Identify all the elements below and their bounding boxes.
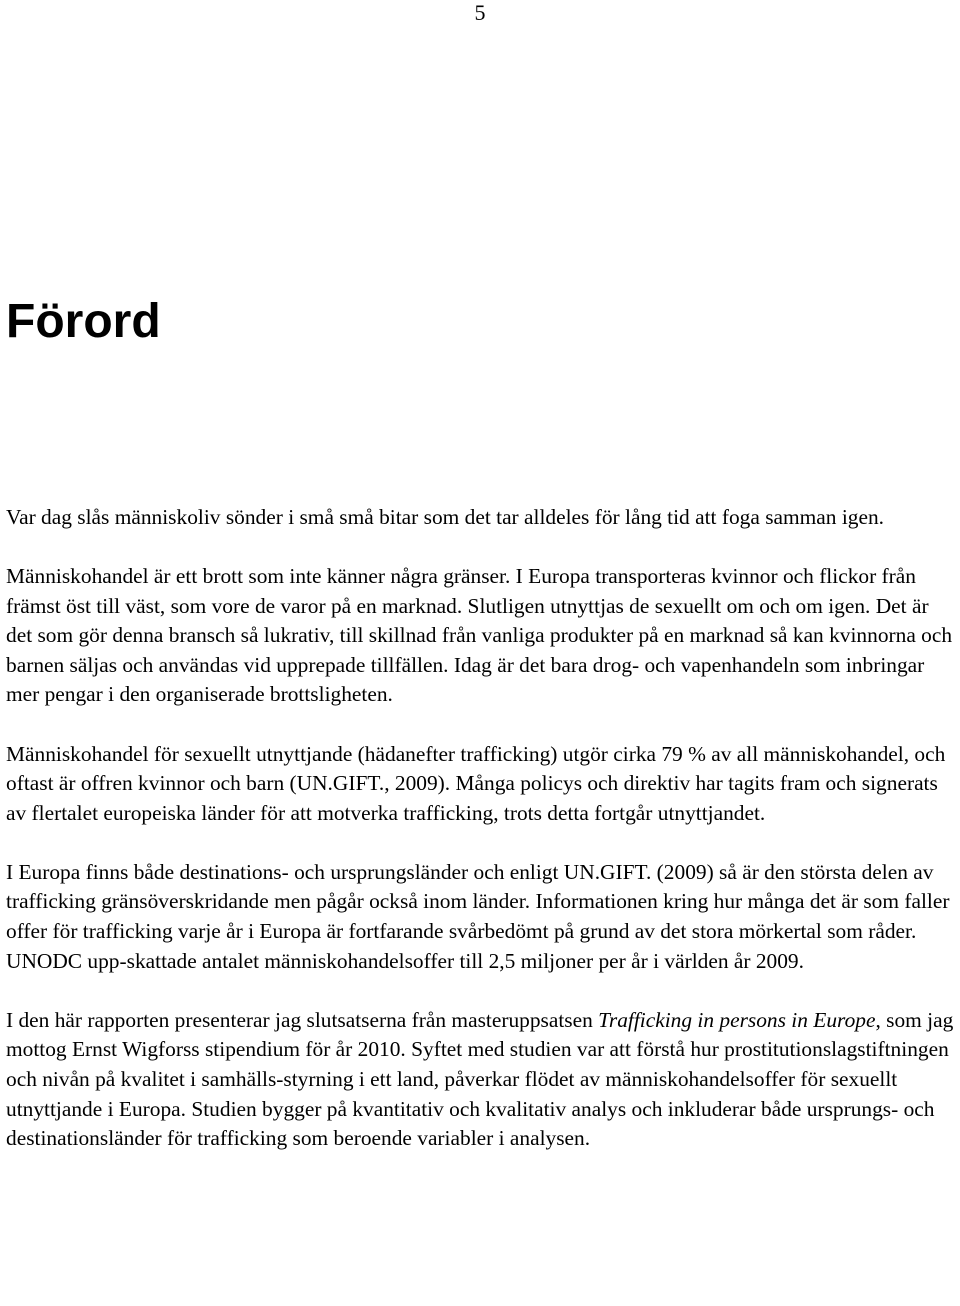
paragraph-3: Människohandel för sexuellt utnyttjande (hädanefter trafficking) utgör cirka 79 % av all människohandel, och oftast är offren kvinnor och barn (UN.GIFT., 2009). Många policys och direktiv har tagits fram och signerats av flertalet europeiska länder för att motverka trafficking, trots detta fortgår utnyttjandet. (6, 741, 946, 825)
page-number: 5 (474, 0, 486, 25)
page-title: Förord (6, 295, 161, 348)
document-body (6, 503, 958, 1183)
paragraph-5 (6, 1006, 958, 1154)
paragraph-4: I Europa finns både destinations- och ursprungsländer och enligt UN.GIFT. (2009) så är den största delen av trafficking gränsöverskridande men pågår också inom länder. Informationen kring hur många det är som faller offer för trafficking varje år i Europa är fortfarande svårbedömt på grund av det stora mörkertal som råder. UNODC upp-skattade antalet människohandelsoffer till 2,5 miljoner per år i världen år 2009. (6, 859, 950, 973)
paragraph-5-text-start: I den här rapporten presenterar jag slutsatserna från masteruppsatsen (6, 1007, 599, 1032)
paragraph-2: Människohandel är ett brott som inte känner några gränser. I Europa transporteras kvinnor och flickor från främst öst till väst, som vore de varor på en marknad. Slutligen utnyttjas de sexuellt om och om igen. Det är det som gör denna bransch så lukrativ, till skillnad från vanliga produkter på en marknad så kan kvinnorna och barnen säljas och användas vid upprepade tillfällen. Idag är det bara drog- och vapenhandeln som inbringar mer pengar i den organiserade brottsligheten. (6, 564, 953, 707)
paragraph-5-text-end: , som jag mottog Ernst Wigforss stipendium för år 2010. Syftet med studien var att förstå hur prostitutionslagstiftningen och nivån på kvalitet i samhälls-styrning i ett land, påverkar flödet av människohandelsoffer för sexuellt utnyttjande i Europa. Studien bygger på kvantitativ och kvalitativ analys och inkluderar både ursprungs- och destinationsländer för trafficking som beroende variabler i analysen. (6, 1007, 954, 1151)
thesis-title: Trafficking in persons in Europe (598, 1007, 876, 1032)
paragraph-1: Var dag slås människoliv sönder i små små bitar som det tar alldeles för lång tid att foga samman igen. (6, 505, 884, 529)
